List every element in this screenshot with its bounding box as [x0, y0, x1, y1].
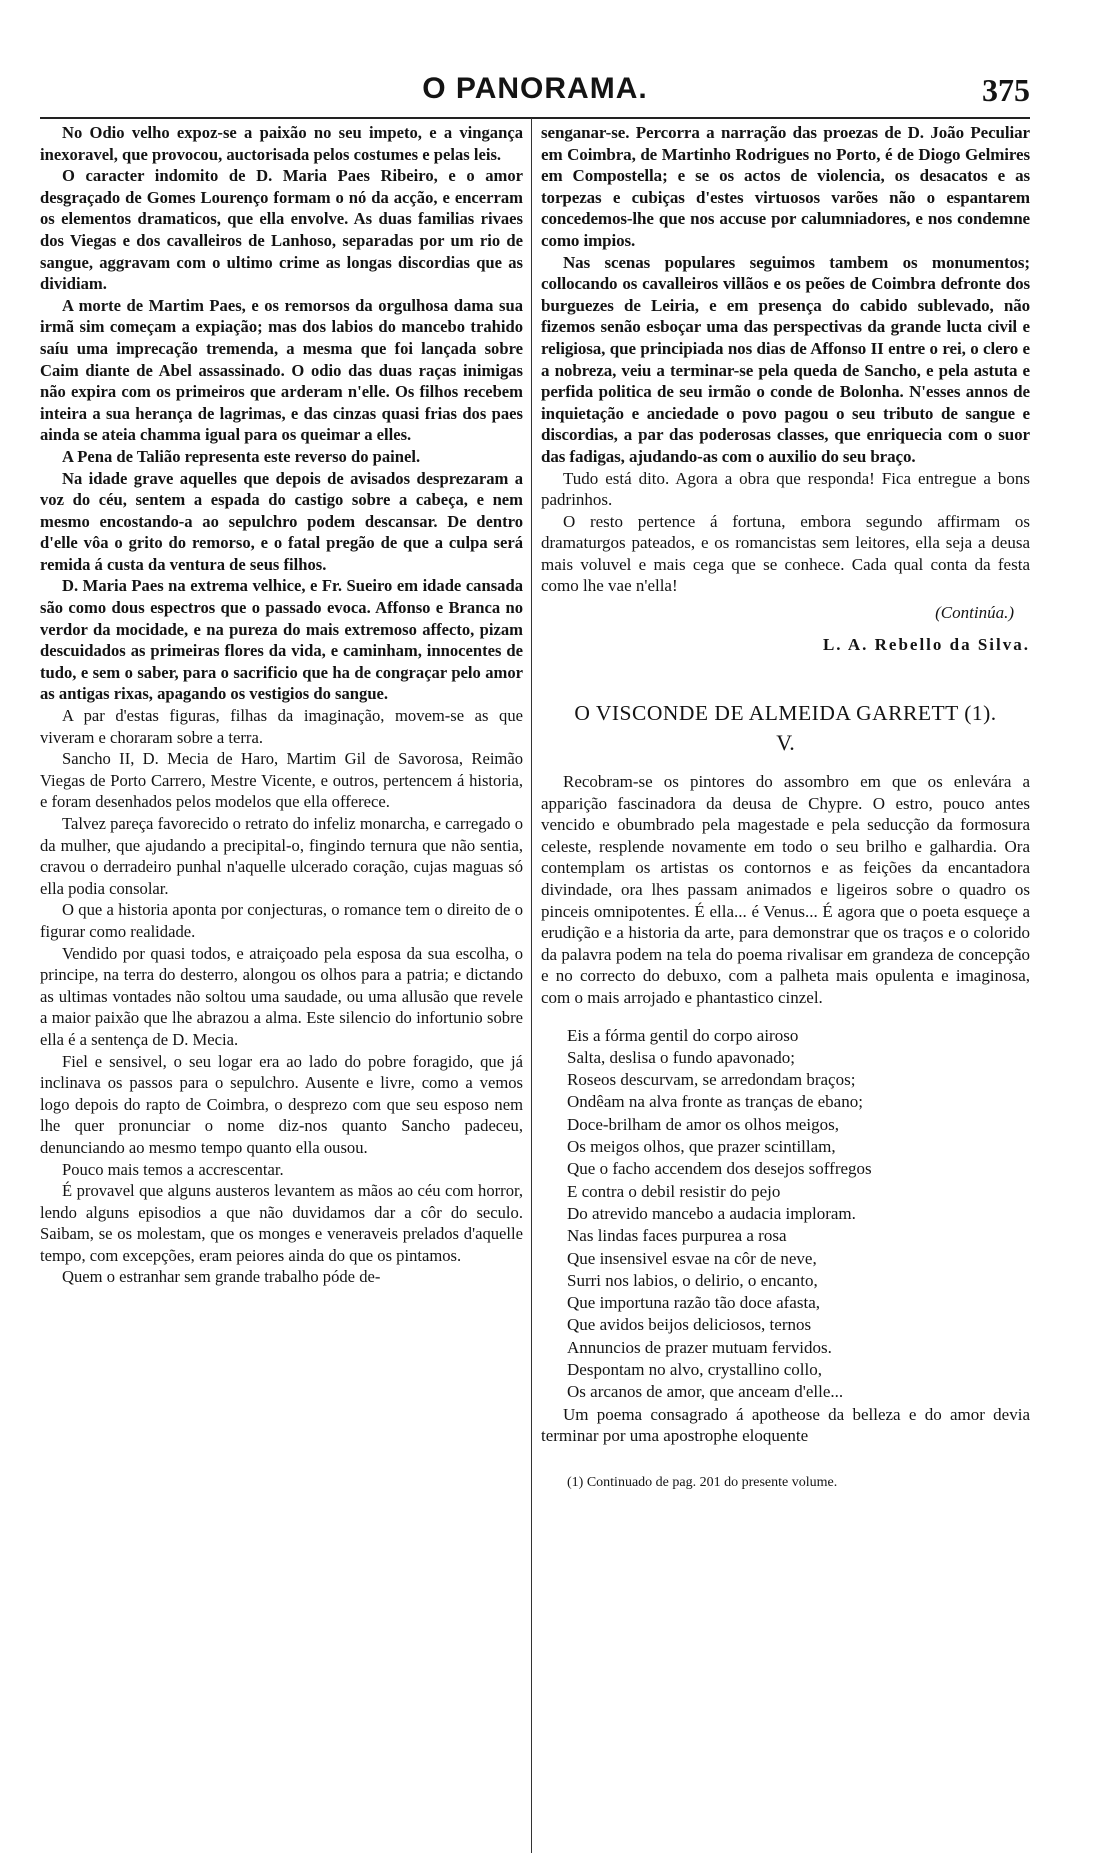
- paragraph: Nas scenas populares seguimos tambem os monumentos; collocando os cavalleiros villãos e os peões de Coimbra defronte dos burguezes de Leiria, e em presença do cabido sublevado, não fizemos senão esboçar uma das perspectivas da grande lucta civil e religiosa, que principiada nos dias de Affonso II entre o rei, o clero e a nobreza, veiu a terminar-se pela queda de Sancho, e pela astuta e perfida politica de seu irmão o conde de Bolonha. N'esses annos de inquietação e anciedade o povo pagou o seu tributo de sangue e discordias, a par das poderosas classes, que enriquecia com o suor das fadigas, ajudando-as com o auxilio do seu braço.: [541, 252, 1030, 466]
- poem-line: E contra o debil resistir do pejo: [567, 1181, 781, 1201]
- paragraph: Na idade grave aquelles que depois de avisados desprezaram a voz do céu, sentem a espada do castigo sobre a cabeça, e nem mesmo encostando-a ao sepulchro podem descansar. De dentro d'elle vôa o grito do remorso, e o fatal pregão de que a culpa será remida á custa da ventura de seus filhos.: [40, 468, 523, 574]
- paragraph: Recobram-se os pintores do assombro em que os enlevára a apparição fascinadora da deusa de Chypre. O estro, pouco antes vencido e obumbrado pela magestade e pela seducção da formosura celeste, resplende novamente em todo o seu brilho e galhardia. Ora contemplam os artistas os contornos e as feições da encantadora divindade, ora lhes passam animados e ligeiros sobre o quadro os pinceis omnipotentes. É ella... é Venus... É agora que o poeta esqueçe a erudição e a historia da arte, para demonstrar que os traços e o colorido da palavra podem na tela do poema rivalisar em grandeza de concepção e no correcto do debuxo, com a palheta mais opulenta e imaginosa, com o mais arrojado e phantastico cinzel.: [541, 772, 1030, 1007]
- left-column: [40, 122, 523, 1288]
- paragraph: O que a historia aponta por conjecturas, o romance tem o direito de o figurar como realidade.: [40, 900, 523, 941]
- paragraph: senganar-se. Percorra a narração das proezas de D. João Peculiar em Coimbra, de Martinho Rodrigues no Porto, é de Diogo Gelmires em Compostella; e se os actos de violencia, os desacatos e as torpezas e cubiças d'estes virtuosos varões não o espantarem concedemos-lhe que nos accuse por calumniadores, e nos condemne como impios.: [541, 123, 1030, 250]
- page-number: 375: [982, 72, 1030, 108]
- poem-line: Que o facho accendem dos desejos soffregos: [567, 1159, 872, 1179]
- poem-line: Os meigos olhos, que prazer scintillam,: [567, 1137, 836, 1157]
- paragraph: No Odio velho expoz-se a paixão no seu impeto, e a vingança inexoravel, que provocou, auctorisada pelos costumes e pelas leis.: [40, 123, 523, 164]
- poem-line: Nas lindas faces purpurea a rosa: [567, 1226, 787, 1246]
- poem-line: Eis a fórma gentil do corpo airoso: [567, 1025, 799, 1045]
- paragraph: O caracter indomito de D. Maria Paes Ribeiro, e o amor desgraçado de Gomes Lourenço formam o nó da acção, e encerram os elementos dramaticos, que ella envolve. As duas familias rivaes dos Viegas e dos cavalleiros de Lanhoso, separadas por um rio de sangue, aggravam com o ultimo crime as longas discordias que as dividiam.: [40, 166, 523, 294]
- header-rule: [40, 117, 1030, 119]
- paragraph: A Pena de Talião representa este reverso do painel.: [62, 446, 421, 466]
- paragraph: A morte de Martim Paes, e os remorsos da orgulhosa dama sua irmã sim começam a expiação; mas dos labios do mancebo trahido saíu uma imprecação tremenda, a mesma que foi lançada sobre Caim diante de Abel assassinado. O odio das duas raças inimigas não expira com os primeiros que arderam n'elle. Os filhos recebem inteira a sua herança de lagrimas, e das cinzas quasi frias dos paes ainda se ateia chamma igual para os queimar a elles.: [40, 295, 523, 445]
- paragraph: Pouco mais temos a accrescentar.: [62, 1159, 284, 1179]
- paragraph: Vendido por quasi todos, e atraiçoado pela esposa da sua escolha, o principe, na terra do desterro, alongou os olhos para a patria; e dictando as ultimas vontades não soltou uma saudade, ou uma allusão que revele a maior paixão que lhe abrazou a alma. Este silencio do infortunio sobre ella é a sentença de D. Mecia.: [40, 943, 523, 1049]
- poem-line: Salta, deslisa o fundo apavonado;: [567, 1047, 796, 1067]
- right-column: [541, 122, 1030, 1491]
- poem-line: Annuncios de prazer mutuam fervidos.: [567, 1337, 832, 1357]
- paragraph: Quem o estranhar sem grande trabalho póde de-: [62, 1267, 381, 1287]
- section-number: V.: [776, 730, 795, 756]
- poem-line: Despontam no alvo, crystallino collo,: [567, 1360, 822, 1380]
- paragraph: D. Maria Paes na extrema velhice, e Fr. Sueiro em idade cansada são como dous espectros que o passado evoca. Affonso e Branca no verdor da mocidade, e na pureza do mais extremoso affecto, pizam descuidados as primeiras flores da vida, e caminham, innocentes de tudo, e sem o saber, para o sacrificio que ha de congraçar pelo amor as antigas rixas, apagando os vestigios do sangue.: [40, 576, 523, 704]
- paragraph: Sancho II, D. Mecia de Haro, Martim Gil de Savorosa, Reimão Viegas de Porto Carrero, Mestre Vicente, e outros, pertencem á historia, e foram desenhados pelos modelos que ella offerece.: [40, 749, 523, 812]
- paragraph: O resto pertence á fortuna, embora segundo affirmam os dramaturgos pateados, e os romancistas sem leitores, ella seja a deusa mais voluvel e mais cega que se conhece. Cada qual conta da festa como lhe vae n'ella!: [541, 511, 1030, 596]
- poem-line: Que importuna razão tão doce afasta,: [567, 1293, 820, 1313]
- continua-label: (Continúa.): [935, 603, 1014, 623]
- poem-line: Roseos descurvam, se arredondam braços;: [567, 1070, 856, 1090]
- paragraph: Talvez pareça favorecido o retrato do infeliz monarcha, e carregado o da mulher, que ajudando a precipital-o, fingindo ternura que não sentia, cravou o derradeiro punhal n'aquelle ulcerado coração, cujas maguas só ella podia consolar.: [40, 814, 523, 898]
- page-header: [40, 72, 1030, 114]
- poem-line: Ondêam na alva fronte as tranças de ebano;: [567, 1092, 863, 1112]
- footnote: (1) Continuado de pag. 201 do presente volume.: [567, 1474, 838, 1490]
- paragraph: É provavel que alguns austeros levantem as mãos ao céu com horror, lendo alguns episodios a que não duvidamos dar a côr do seculo. Saibam, se os molestam, que os monges e veneraveis prelados d'aquelle tempo, com excepções, eram peiores ainda do que os pintamos.: [40, 1181, 523, 1265]
- author-signature: L. A. Rebello da Silva.: [822, 635, 1030, 655]
- page-title: O PANORAMA.: [422, 72, 648, 105]
- poem-line: Os arcanos de amor, que anceam d'elle...: [567, 1382, 844, 1402]
- paragraph: Fiel e sensivel, o seu logar era ao lado do pobre foragido, que já inclinava os passos para o sepulchro. Ausente e livre, como a vemos logo depois do rapto de Coimbra, o desprezo com que seu esposo nem lhe quer pronunciar o nome diz-nos quanto Sancho padeceu, denunciando ao mesmo tempo quanto ella ousou.: [40, 1051, 523, 1157]
- poem: [567, 1025, 1030, 1404]
- paragraph: A par d'estas figuras, filhas da imaginação, movem-se as que viveram e choraram sobre a terra.: [40, 706, 523, 747]
- poem-line: Que avidos beijos deliciosos, ternos: [567, 1315, 812, 1335]
- paragraph: Um poema consagrado á apotheose da belleza e do amor devia terminar por uma apostrophe eloquente: [541, 1404, 1030, 1446]
- article-title: O VISCONDE DE ALMEIDA GARRETT (1).: [574, 701, 997, 726]
- poem-line: Que insensivel esvae na côr de neve,: [567, 1248, 817, 1268]
- column-divider: [531, 118, 532, 1853]
- paragraph: Tudo está dito. Agora a obra que responda! Fica entregue a bons padrinhos.: [541, 468, 1030, 510]
- poem-line: Surri nos labios, o delirio, o encanto,: [567, 1270, 818, 1290]
- poem-line: Do atrevido mancebo a audacia imploram.: [567, 1203, 856, 1223]
- poem-line: Doce-brilham de amor os olhos meigos,: [567, 1114, 839, 1134]
